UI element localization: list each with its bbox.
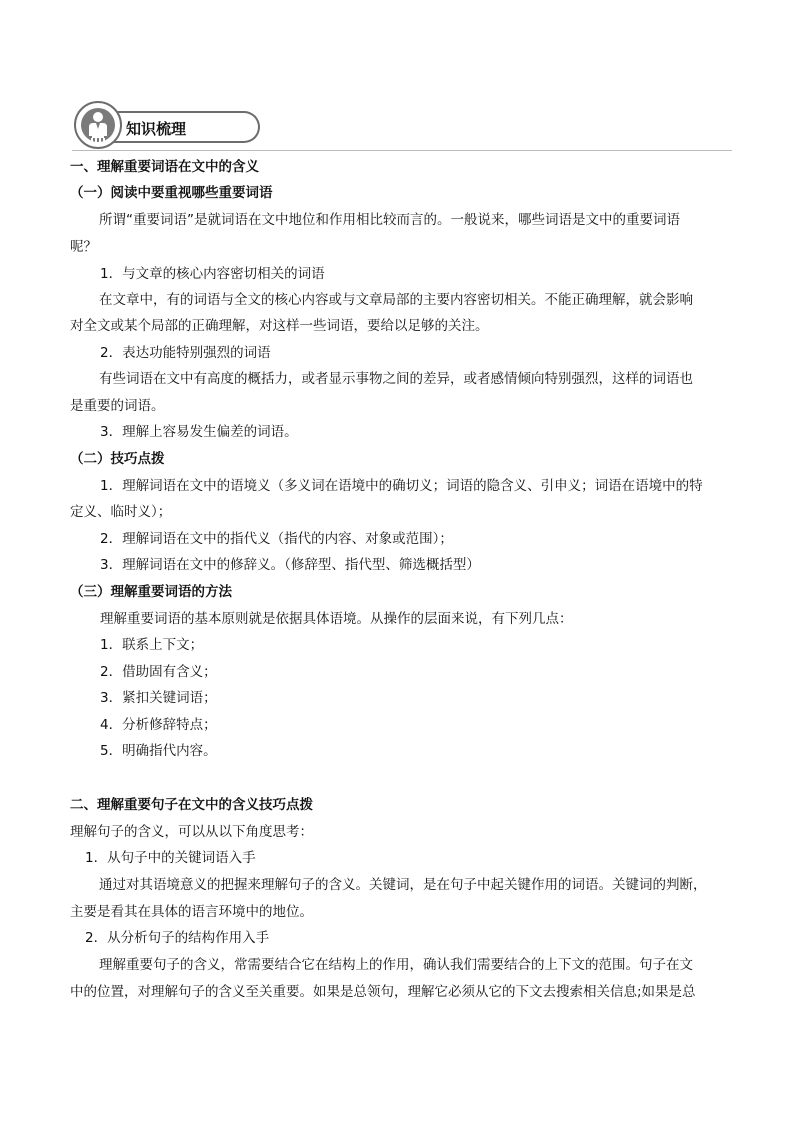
list-item: 3．理解词语在文中的修辞义。（修辞型、指代型、筛选概括型） xyxy=(100,557,480,573)
heading-1: 一、理解重要词语在文中的含义 xyxy=(70,159,259,175)
person-icon xyxy=(76,103,120,147)
list-item: 5．明确指代内容。 xyxy=(100,743,217,759)
section-header-title: 知识梳理 xyxy=(126,120,187,138)
paragraph: 是重要的词语。 xyxy=(70,398,165,414)
paragraph: 对全文或某个局部的正确理解，对这样一些词语，要给以足够的关注。 xyxy=(70,318,489,334)
paragraph: 中的位置，对理解句子的含义至关重要。如果是总领句，理解它必须从它的下文去搜索相关信息;如果是总 xyxy=(70,984,696,1000)
paragraph: 理解句子的含义，可以从以下角度思考： xyxy=(70,824,313,840)
paragraph: 在文章中，有的词语与全文的核心内容或与文章局部的主要内容密切相关。不能正确理解，就会影响 xyxy=(99,292,693,308)
header-badge xyxy=(74,101,122,149)
paragraph: 主要是看其在具体的语言环境中的地位。 xyxy=(70,904,313,920)
list-item: 2．表达功能特别强烈的词语 xyxy=(100,345,271,361)
section-header xyxy=(74,101,314,153)
list-item: 3．理解上容易发生偏差的词语。 xyxy=(100,424,298,440)
paragraph: 呢？ xyxy=(70,239,97,255)
paragraph: 有些词语在文中有高度的概括力，或者显示事物之间的差异，或者感情倾向特别强烈，这样的词语也 xyxy=(99,371,693,387)
list-item: 4．分析修辞特点； xyxy=(100,717,217,733)
list-item: 2．理解词语在文中的指代义（指代的内容、对象或范围）； xyxy=(100,531,453,547)
paragraph: 定义、临时义）； xyxy=(70,504,172,520)
paragraph: 通过对其语境意义的把握来理解句子的含义。关键词，是在句子中起关键作用的词语。关键词的判断， xyxy=(99,877,707,893)
list-item: 2．借助固有含义； xyxy=(100,664,217,680)
heading-2: 二、理解重要句子在文中的含义技巧点拨 xyxy=(70,797,313,813)
subheading-1: （一）阅读中要重视哪些重要词语 xyxy=(70,185,273,201)
paragraph: 理解重要句子的含义，常需要结合它在结构上的作用，确认我们需要结合的上下文的范围。句子在文 xyxy=(99,957,693,973)
list-item: 1．与文章的核心内容密切相关的词语 xyxy=(100,266,325,282)
subheading-2: （二）技巧点拨 xyxy=(70,451,165,467)
list-item: 1．从句子中的关键词语入手 xyxy=(85,850,256,866)
divider xyxy=(72,150,732,151)
list-item: 1．联系上下文； xyxy=(100,637,204,653)
paragraph: 所谓“重要词语”是就词语在文中地位和作用相比较而言的。一般说来，哪些词语是文中的重要词语 xyxy=(99,212,680,228)
list-item: 1．理解词语在文中的语境义（多义词在语境中的确切义；词语的隐含义、引申义；词语在语境中的特 xyxy=(100,478,703,494)
list-item: 2．从分析句子的结构作用入手 xyxy=(85,930,270,946)
paragraph: 理解重要词语的基本原则就是依据具体语境。从操作的层面来说，有下列几点： xyxy=(100,611,573,627)
list-item: 3．紧扣关键词语； xyxy=(100,690,217,706)
subheading-3: （三）理解重要词语的方法 xyxy=(70,584,232,600)
